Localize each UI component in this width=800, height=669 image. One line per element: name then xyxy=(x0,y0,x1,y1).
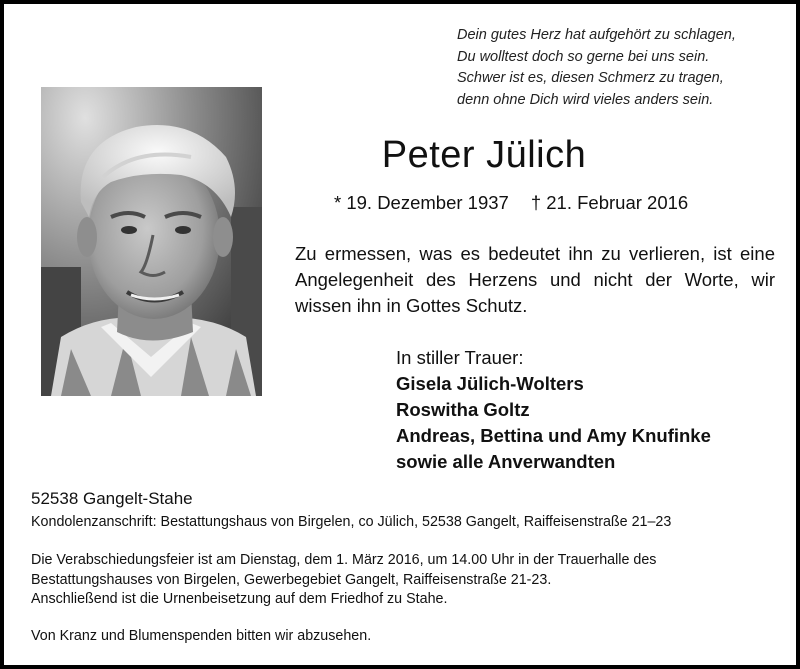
mourners-block xyxy=(396,345,711,475)
poem-line: Dein gutes Herz hat aufgehört zu schlagen, xyxy=(457,27,736,43)
location: 52538 Gangelt-Stahe xyxy=(31,489,193,508)
mourner-name: Gisela Jülich-Wolters xyxy=(396,373,584,394)
deceased-name: Peter Jülich xyxy=(381,134,587,176)
flower-request: Von Kranz und Blumenspenden bitten wir abzusehen. xyxy=(31,628,372,644)
death-date: † 21. Februar 2016 xyxy=(530,192,689,213)
poem-line: denn ohne Dich wird vieles anders sein. xyxy=(457,91,714,108)
poem xyxy=(457,25,736,111)
life-dates xyxy=(334,192,688,214)
poem-line: Du wolltest doch so gerne bei uns sein. xyxy=(457,48,710,65)
ceremony-line: Die Verabschiedungsfeier ist am Dienstag, dem 1. März 2016, um 14.00 Uhr in der Trauerhalle des xyxy=(31,552,657,568)
birth-date: * 19. Dezember 1937 xyxy=(334,192,509,213)
mourner-name: Andreas, Bettina und Amy Knufinke xyxy=(396,425,711,446)
mourners-intro: In stiller Trauer: xyxy=(396,347,524,368)
memorial-quote: Zu ermessen, was es bedeutet ihn zu verlieren, ist eine Angelegenheit des Herzens und nicht der Worte, wir wissen ihn in Gottes Schutz. xyxy=(295,243,775,316)
mourner-name: Roswitha Goltz xyxy=(396,399,530,420)
mourner-name: sowie alle Anverwandten xyxy=(396,451,616,472)
ceremony-line: Bestattungshauses von Birgelen, Gewerbegebiet Gangelt, Raiffeisenstraße 21-23. xyxy=(31,571,552,588)
ceremony-line: Anschließend ist die Urnenbeisetzung auf dem Friedhof zu Stahe. xyxy=(31,591,448,607)
ceremony-info xyxy=(31,551,656,610)
poem-line: Schwer ist es, diesen Schmerz zu tragen, xyxy=(457,70,724,86)
condolence-address: Kondolenzanschrift: Bestattungshaus von Birgelen, co Jülich, 52538 Gangelt, Raiffeisenstraße 21–23 xyxy=(31,514,672,530)
